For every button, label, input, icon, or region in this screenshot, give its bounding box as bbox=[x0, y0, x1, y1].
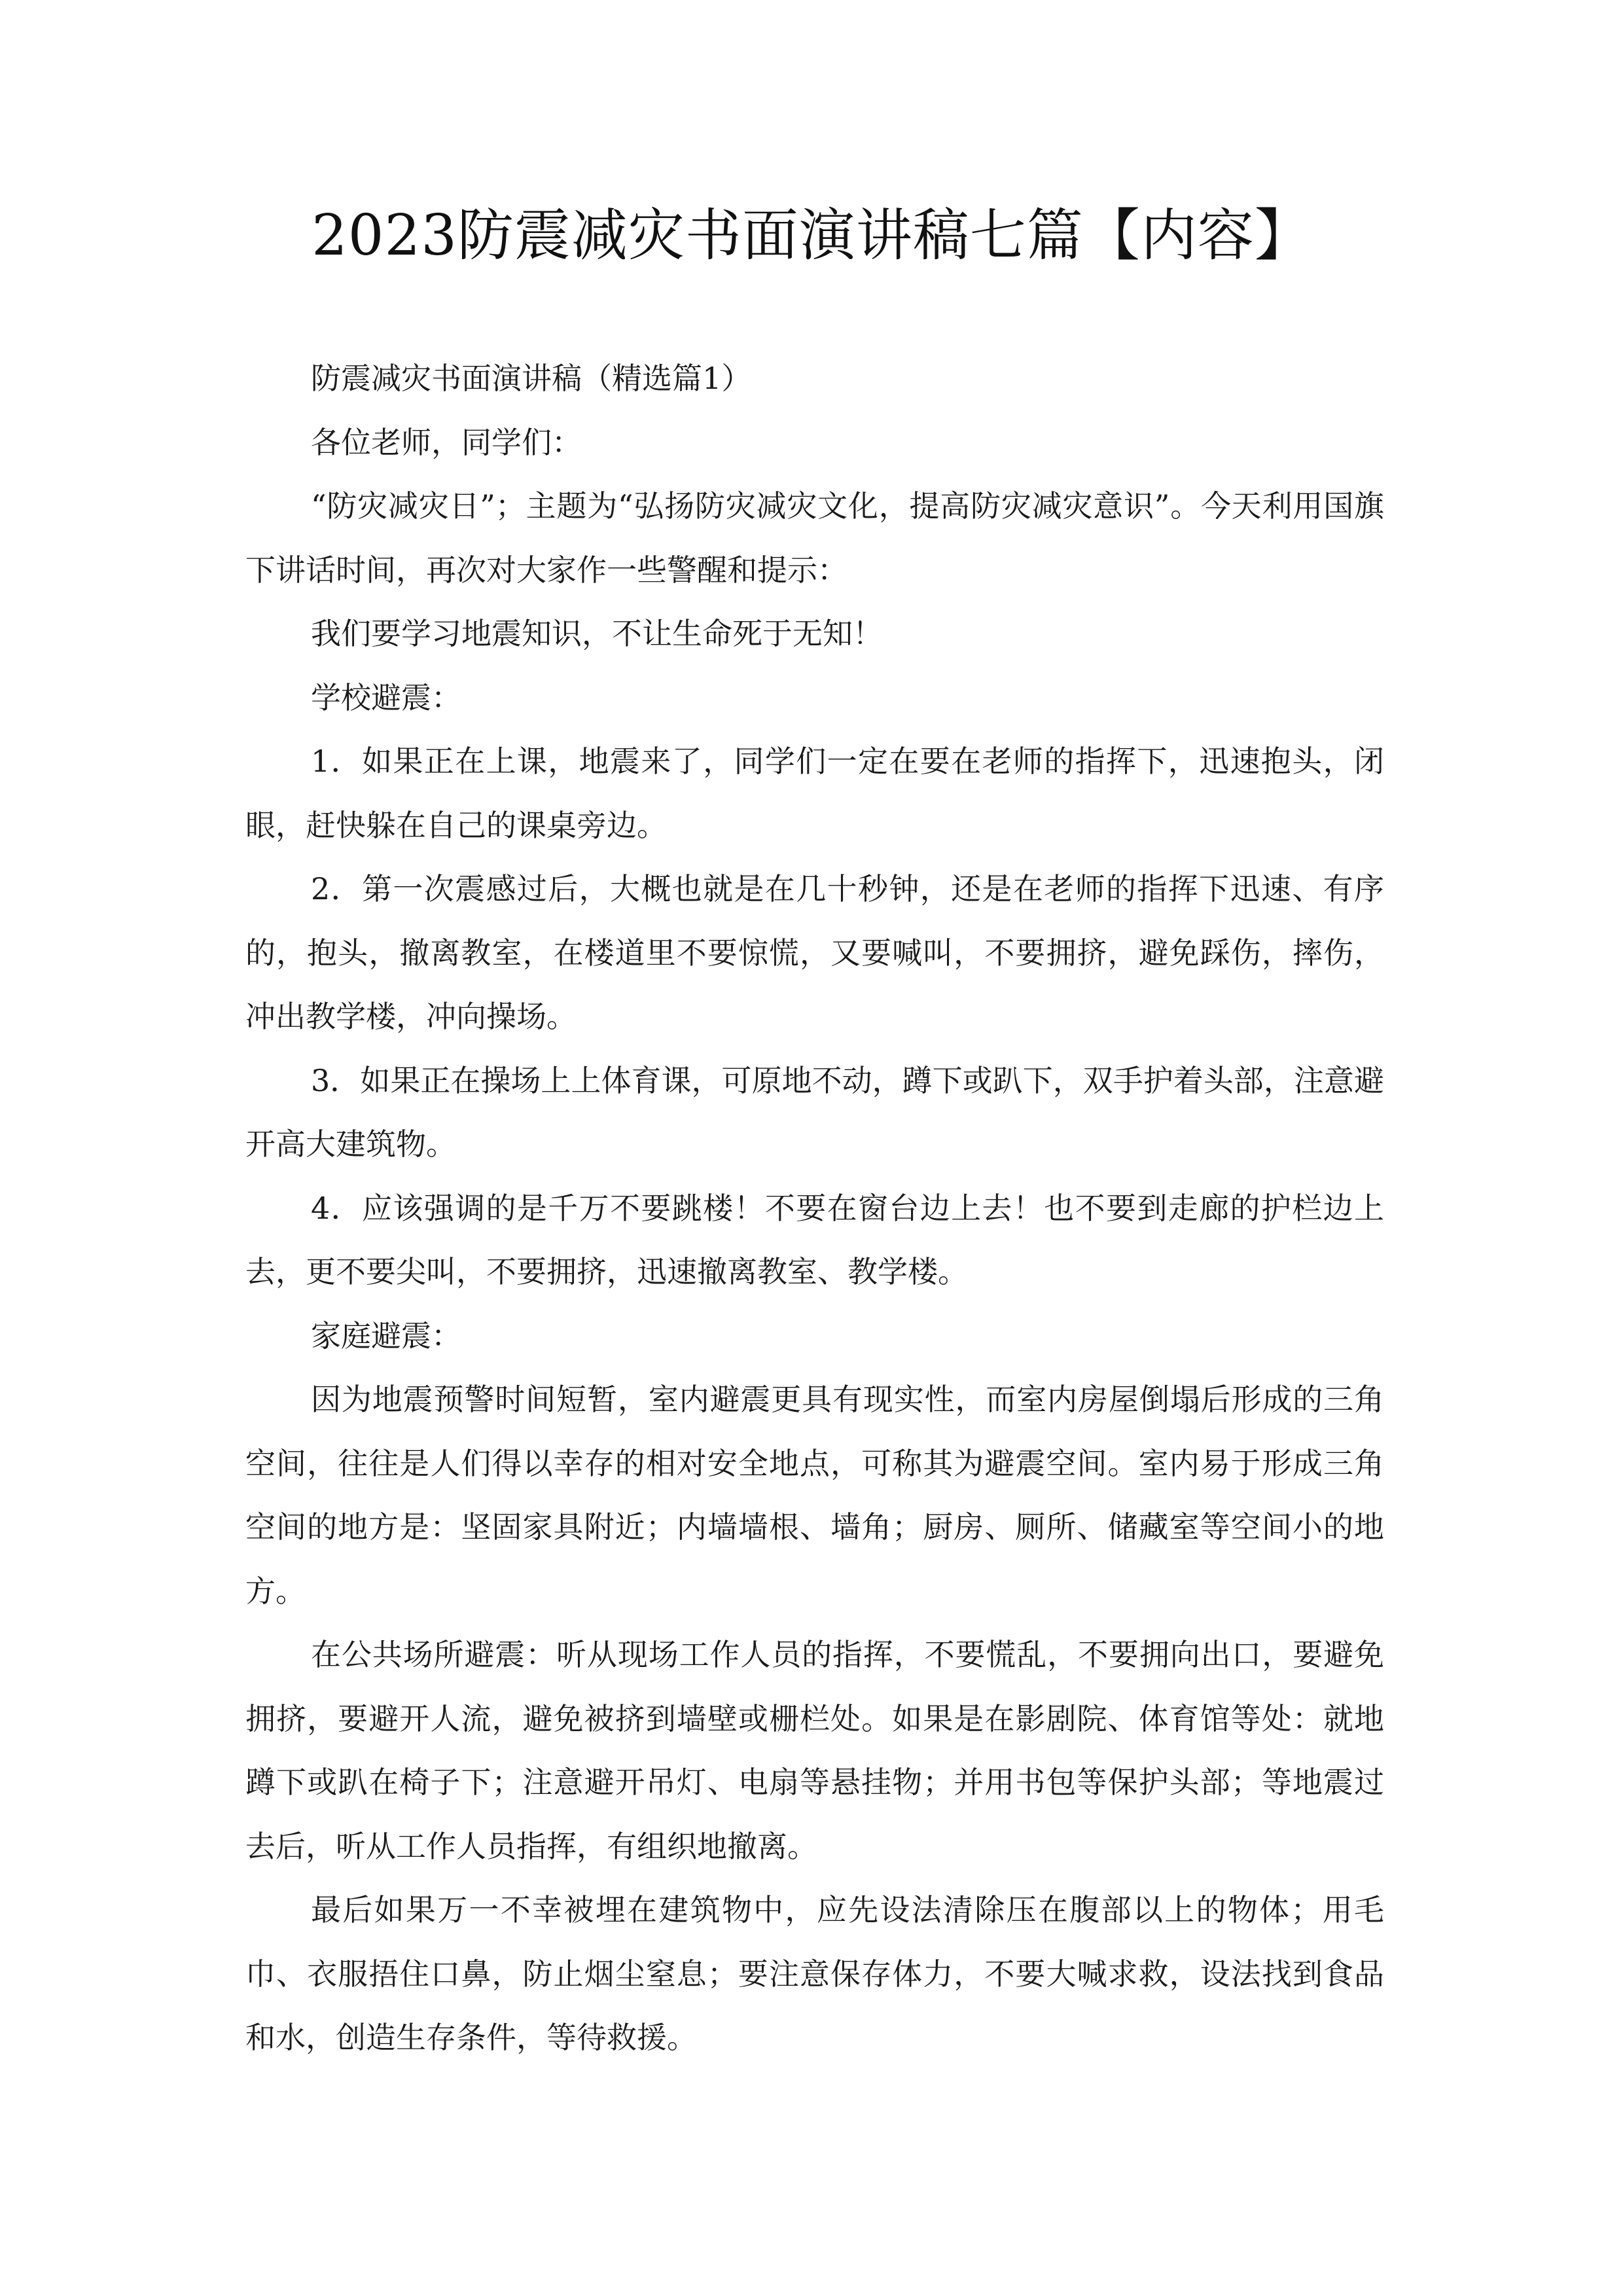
subheading-home: 家庭避震： bbox=[311, 1318, 461, 1354]
paragraph: 我们要学习地震知识，不让生命死于无知！ bbox=[311, 616, 883, 651]
list-item: 2．第一次震感过后，大概也就是在几十秒钟，还是在老师的指挥下迅速、有序的，抱头，撤离教室，在楼道里不要惊慌，又要喊叫，不要拥挤，避免踩伤，摔伤，冲出教学楼，冲向操场。 bbox=[245, 871, 1384, 1034]
list-item: 3．如果正在操场上上体育课，可原地不动，蹲下或趴下，双手护着头部，注意避开高大建筑物。 bbox=[245, 1062, 1384, 1162]
greeting: 各位老师，同学们： bbox=[311, 424, 582, 460]
document-title: 2023防震减灾书面演讲稿七篇【内容】 bbox=[312, 203, 1311, 268]
document-body bbox=[245, 347, 1384, 2070]
paragraph: 在公共场所避震：听从现场工作人员的指挥，不要慌乱，不要拥向出口，要避免拥挤，要避开人流，避免被挤到墙壁或栅栏处。如果是在影剧院、体育馆等处：就地蹲下或趴在椅子下；注意避开吊灯、电扇等悬挂物；并用书包等保护头部；等地震过去后，听从工作人员指挥，有组织地撤离。 bbox=[245, 1637, 1384, 1864]
paragraph: 因为地震预警时间短暂，室内避震更具有现实性，而室内房屋倒塌后形成的三角空间，往往是人们得以幸存的相对安全地点，可称其为避震空间。室内易于形成三角空间的地方是：坚固家具附近；内墙墙根、墙角；厨房、厕所、储藏室等空间小的地方。 bbox=[245, 1382, 1384, 1609]
paragraph: “防灾减灾日”；主题为“弘扬防灾减灾文化，提高防灾减灾意识”。今天利用国旗下讲话时间，再次对大家作一些警醒和提示： bbox=[245, 488, 1384, 588]
list-item: 4．应该强调的是千万不要跳楼！不要在窗台边上去！也不要到走廊的护栏边上去，更不要尖叫，不要拥挤，迅速撤离教室、教学楼。 bbox=[245, 1190, 1384, 1289]
subheading-school: 学校避震： bbox=[311, 679, 461, 715]
list-item: 1．如果正在上课，地震来了，同学们一定在要在老师的指挥下，迅速抱头，闭眼，赶快躲在自己的课桌旁边。 bbox=[245, 744, 1384, 843]
section-heading: 防震减灾书面演讲稿（精选篇1） bbox=[311, 361, 752, 396]
paragraph: 最后如果万一不幸被埋在建筑物中，应先设法清除压在腹部以上的物体；用毛巾、衣服捂住口鼻，防止烟尘窒息；要注意保存体力，不要大喊求救，设法找到食品和水，创造生存条件，等待救援。 bbox=[245, 1892, 1384, 2055]
